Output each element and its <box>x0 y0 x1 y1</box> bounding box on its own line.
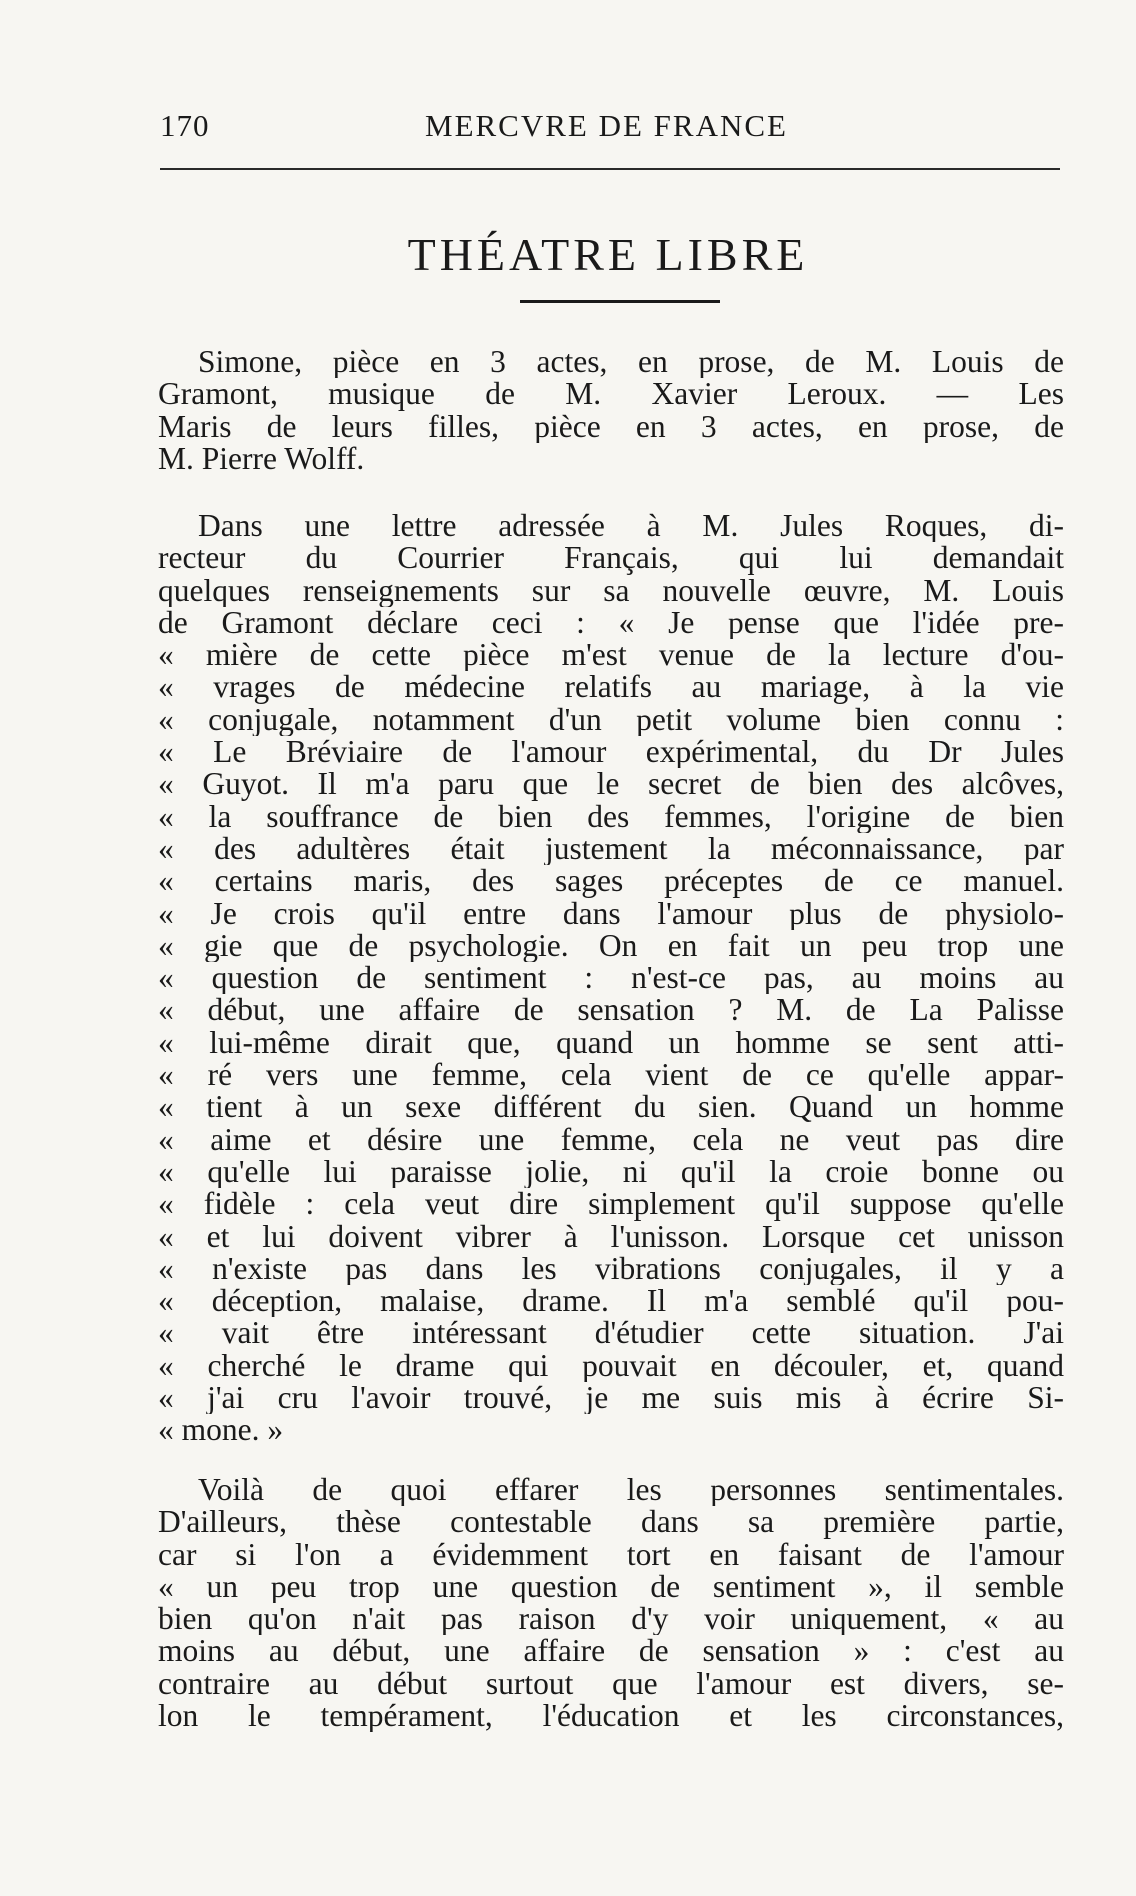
body-line: « n'existe pas dans les vibrations conjugales, il y a <box>158 1252 1064 1286</box>
body-line: D'ailleurs, thèse contestable dans sa première partie, <box>158 1506 1064 1539</box>
body-line: « des adultères était justement la méconnaissance, par <box>158 832 1064 866</box>
body-line: Dans une lettre adressée à M. Jules Roques, di- <box>198 510 1064 543</box>
body-line: recteur du Courrier Français, qui lui demandait <box>158 542 1064 575</box>
body-line: « déception, malaise, drame. Il m'a semblé qu'il pou- <box>158 1285 1064 1318</box>
body-line: « gie que de psychologie. On en fait un peu trop une <box>158 929 1064 963</box>
body-line: contraire au début surtout que l'amour est divers, se- <box>158 1667 1064 1701</box>
body-line: « aime et désire une femme, cela ne veut pas dire <box>158 1123 1064 1156</box>
body-line: « début, une affaire de sensation ? M. de La Palisse <box>158 994 1064 1027</box>
body-line: « fidèle : cela veut dire simplement qu'il suppose qu'elle <box>158 1188 1064 1221</box>
body-line: « Guyot. Il m'a paru que le secret de bien des alcôves, <box>158 768 1064 801</box>
body-line: « et lui doivent vibrer à l'unisson. Lorsque cet unisson <box>158 1220 1064 1253</box>
page-number: 170 <box>160 108 210 143</box>
body-line: « vait être intéressant d'étudier cette situation. J'ai <box>158 1317 1064 1350</box>
body-line: car si l'on a évidemment tort en faisant de l'amour <box>158 1538 1064 1571</box>
body-line: « j'ai cru l'avoir trouvé, je me suis mis à écrire Si- <box>158 1382 1064 1415</box>
body-line: bien qu'on n'ait pas raison d'y voir uniquement, « au <box>158 1603 1064 1636</box>
body-line: « lui-même dirait que, quand un homme se sent atti- <box>158 1026 1064 1060</box>
body-line: « question de sentiment : n'est-ce pas, au moins au <box>158 962 1064 995</box>
body-line: quelques renseignements sur sa nouvelle œuvre, M. Louis <box>158 574 1064 607</box>
body-line: « mone. » <box>158 1414 284 1447</box>
body-line: « certains maris, des sages préceptes de ce manuel. <box>158 865 1064 898</box>
journal-title: MERCVRE DE FRANCE <box>425 108 788 143</box>
running-head <box>160 108 1060 148</box>
heading-line: Simone, pièce en 3 actes, en prose, de M. Louis de <box>198 346 1064 379</box>
body-line: « qu'elle lui paraisse jolie, ni qu'il la croie bonne ou <box>158 1155 1064 1189</box>
body-line: « vrages de médecine relatifs au mariage, à la vie <box>158 671 1064 704</box>
body-line: « ré vers une femme, cela vient de ce qu'elle appar- <box>158 1059 1064 1092</box>
header-rule <box>160 168 1060 170</box>
section-title: THÉATRE LIBRE <box>407 229 809 280</box>
body-line: « mière de cette pièce m'est venue de la lecture d'ou- <box>158 639 1064 672</box>
body-line: de Gramont déclare ceci : « Je pense que l'idée pre- <box>158 606 1064 640</box>
article-paragraph-2 <box>158 1474 1064 1732</box>
body-line: « Le Bréviaire de l'amour expérimental, du Dr Jules <box>158 736 1064 769</box>
heading-line: Gramont, musique de M. Xavier Leroux. — Les <box>158 378 1064 411</box>
body-line: « tient à un sexe différent du sien. Quand un homme <box>158 1091 1064 1124</box>
body-line: lon le tempérament, l'éducation et les circonstances, <box>158 1700 1064 1733</box>
plays-heading <box>158 346 1064 475</box>
body-line: « cherché le drame qui pouvait en découler, et, quand <box>158 1349 1064 1383</box>
body-line: « conjugale, notamment d'un petit volume bien connu : <box>158 703 1064 737</box>
body-line: moins au début, une affaire de sensation » : c'est au <box>158 1635 1064 1668</box>
body-line: Voilà de quoi effarer les personnes sentimentales. <box>198 1474 1064 1507</box>
heading-line: M. Pierre Wolff. <box>158 442 365 476</box>
heading-line: Maris de leurs filles, pièce en 3 actes, en prose, de <box>158 410 1064 443</box>
article-paragraph-1 <box>158 510 1064 1447</box>
body-line: « la souffrance de bien des femmes, l'origine de bien <box>158 800 1064 833</box>
body-line: « un peu trop une question de sentiment », il semble <box>158 1570 1064 1604</box>
body-line: « Je crois qu'il entre dans l'amour plus de physiolo- <box>158 897 1064 930</box>
title-rule <box>520 300 720 303</box>
